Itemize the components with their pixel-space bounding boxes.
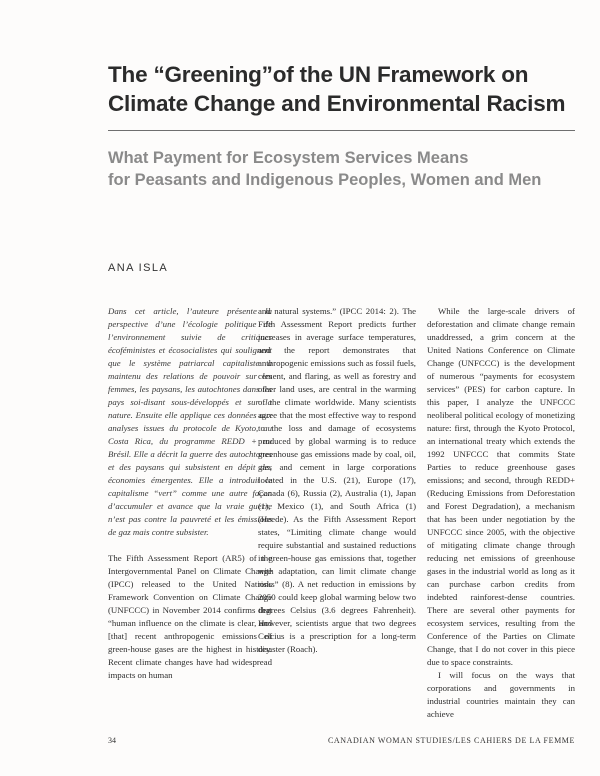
column-1 (108, 305, 272, 682)
body-paragraph-4: I will focus on the ways that corporations and governments in industrial countries maintain they can achieve (427, 670, 575, 719)
body-paragraph-1: The Fifth Assessment Report (AR5) of the Intergovernmental Panel on Climate Change (IPCC) released to the United Nations Framework Convention on Climate Change (UNFCCC) in November 2014 confirms that “human influence on the climate is clear, and [that] recent anthropogenic emissions of green-house gases are the highest in history. Recent climate changes have had widespread impacts on human (108, 553, 272, 680)
author-name: ANA ISLA (108, 262, 169, 274)
body-paragraph-3: While the large-scale drivers of deforestation and climate change remain unaddressed, a grim concern at the United Nations Conference on Climate Change (UNFCCC) is the development of numerous “payments for ecosystem services” (PES) for carbon capture. In this paper, I analyze the UNFCCC neoliberal political ecology of monetizing nature: first, through the Kyoto Protocol, an international treaty which extends the 1992 UNFCCC that commits State Parties to reduce greenhouse gases emissions; and second, through REDD+ (Reducing Emissions from Deforestation and Forest Degradation), a mechanism that has been under negotiation by the UNFCCC since 2005, with the objective of mitigating climate change through reducing net emissions of greenhouse gases in the industrial world as long as it can purchase carbon credits from indebted rainforest-dense countries. There are several other payments for ecosystem services, resulting from the Conference of the Parties on Climate Change, that I do not cover in this piece due to space constraints. (427, 306, 575, 667)
title-divider (108, 130, 575, 131)
french-abstract: Dans cet article, l’auteure présente la perspective d’une l’écologie politique de l’environnement suivie de critiques écoféministes et écosocialistes qui soulignent que le système patriarcal capitaliste a maintenu des relations de pouvoir sur les femmes, les paysans, les autochtones dans les pays soi-disant sous-développés et sur la nature. Ensuite elle applique ces données aux analyses issues du protocole de Kyoto, au Costa Rica, du programme REDD + au Brésil. Elle a décrit la guerre des autochtones et des paysans qui subsistent en dépit des économies émergentes. Elle a introduit le capitalisme “vert” comme une autre façon d’accumuler et avance que la vraie guerre n’est pas contre la pauvreté et les émissions de gaz mais contre subsister. (108, 306, 272, 537)
subtitle-line-1: What Payment for Ecosystem Services Means (108, 149, 469, 167)
title-line-1: The “Greening”of the UN Framework on (108, 62, 529, 87)
subtitle-line-2: for Peasants and Indigenous Peoples, Women and Men (108, 171, 542, 189)
page-number: 34 (108, 736, 116, 745)
title-line-2: Climate Change and Environmental Racism (108, 91, 566, 116)
page-footer (108, 736, 575, 748)
paragraph-gap (108, 539, 272, 552)
article-subtitle (108, 147, 578, 191)
column-3 (427, 305, 575, 721)
column-2 (258, 305, 416, 656)
journal-name: CANADIAN WOMAN STUDIES/LES CAHIERS DE LA FEMME (327, 736, 575, 745)
body-paragraph-2: and natural systems.” (IPCC 2014: 2). The Fifth Assessment Report predicts further increases in average surface temperatures, and the report demonstrates that anthropogenic emissions such as fossil fuels, cement, and flaring, as well as forestry and other land uses, are central in the warming of the climate worldwide. Many scientists agree that the most effective way to respond to the loss and damage of ecosystems produced by global warming is to reduce greenhouse gas emissions made by coal, oil, gas, and cement in large corporations located in the U.S. (21), Europe (17), Canada (6), Russia (2), Australia (1), Japan (1), Mexico (1), and South Africa (1) (Heede). As the Fifth Assessment Report states, “Limiting climate change would require substantial and sustained reductions in green-house gas emissions that, together with adaptation, can limit climate change risks” (8). A net reduction in emissions by 2050 could keep global warming below two degrees Celsius (3.6 degrees Fahrenheit). However, scientists argue that two degrees Celcius is a prescription for a long-term disaster (Roach). (258, 306, 416, 654)
article-title (108, 60, 578, 118)
